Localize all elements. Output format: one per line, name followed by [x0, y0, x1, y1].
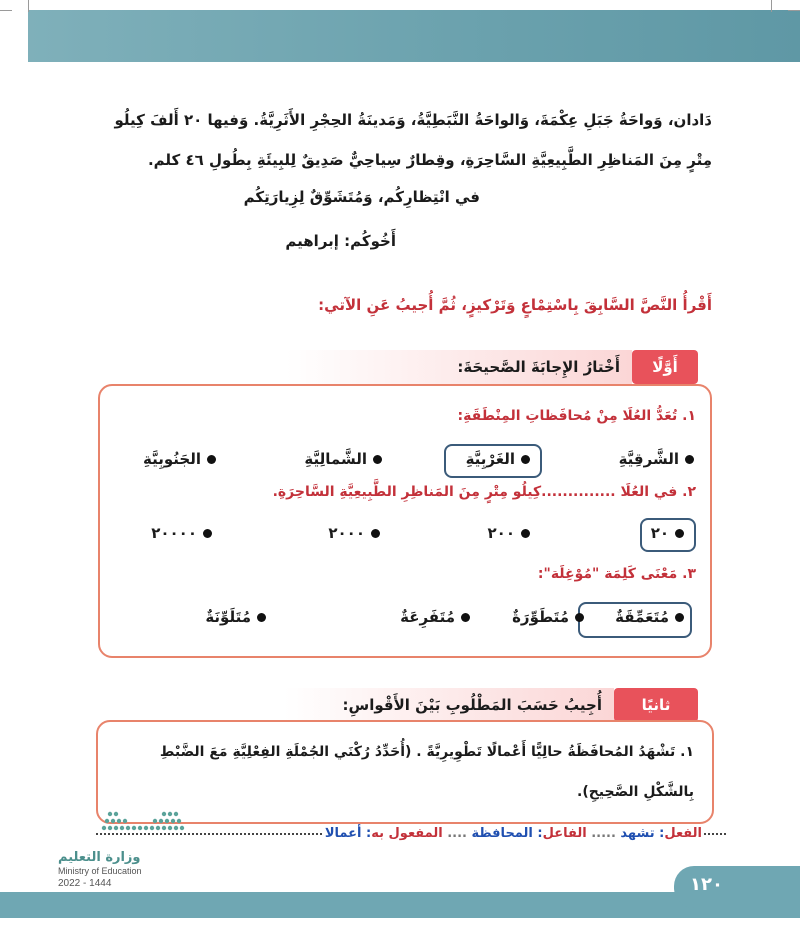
- section2-question-line-2: بِالشَّكْلِ الصَّحِيحِ).: [577, 784, 694, 800]
- answer-verb: تشهد: [620, 826, 655, 841]
- q2-option-2[interactable]: ٢٠٠: [488, 524, 530, 542]
- question-3: ٣. مَعْنَى كَلِمَة "مُوْغِلَة":: [537, 566, 696, 582]
- ministry-name-english: Ministry of Education: [58, 866, 142, 876]
- section1-tab: أَوَّلًا: [632, 350, 698, 384]
- q2-option-1[interactable]: ٢٠: [651, 524, 684, 542]
- crop-mark: [28, 0, 29, 12]
- bullet-icon: [461, 613, 470, 622]
- answer-object: أعمالا: [324, 826, 362, 841]
- crop-mark: [771, 0, 772, 12]
- bullet-icon: [257, 613, 266, 622]
- crop-mark: [788, 10, 800, 11]
- bullet-icon: [373, 455, 382, 464]
- q1-option-2[interactable]: الغَرْبِيَّةِ: [466, 450, 530, 468]
- section2-question-line-1: ١. تَشْهَدُ المُحافَظَةُ حالِيًّا أَعْمالًا تَطْوِيرِيَّةً . (أُحَدِّدُ رُكْنَي الجُمْلَةِ الفِعْلِيَّةِ مَعَ الضَّبْطِ: [159, 744, 694, 760]
- q3-option-4[interactable]: مُتَلَوِّنَةٌ: [205, 608, 266, 626]
- bullet-icon: [207, 455, 216, 464]
- bullet-icon: [521, 455, 530, 464]
- page-number: ١٢٠: [690, 874, 723, 895]
- instruction: أَقْرأُ النَّصَّ السَّابِقَ بِاسْتِمْاعٍ وَتَرْكيزٍ، ثُمَّ أُجيبُ عَنِ الآتي:: [318, 296, 712, 314]
- bullet-icon: [575, 613, 584, 622]
- answer-object-label: المفعول به: [371, 826, 443, 841]
- paragraph-line-1: دَادان، وَواحَةُ جَبَلِ عِكْمَةَ، وَالواحَةُ النَّبَطِيَّةُ، وَمَدينَةُ الحِجْرِ الأَثَرِيَّةُ. وَفيها ٢٠ أَلفَ كِيلُو: [114, 111, 712, 129]
- section1-header: [198, 350, 698, 384]
- bullet-icon: [685, 455, 694, 464]
- section1-title: أَخْتارُ الإِجابَةَ الصَّحيحَةَ:: [200, 350, 632, 384]
- bullet-icon: [521, 529, 530, 538]
- bullet-icon: [371, 529, 380, 538]
- answer-subject: المحافظة: [471, 826, 533, 841]
- q1-option-4[interactable]: الجَنُوبِيَّةِ: [143, 450, 216, 468]
- paragraph-line-2: مِتْرٍ مِنَ المَناظِرِ الطَّبِيعِيَّةِ السَّاحِرَةِ، وقِطارٌ سِياحِيٌّ صَدِيقٌ لِلبِيئَةِ بِطُولِ ٤٦ كلم.: [147, 151, 712, 169]
- section2-answer[interactable]: الفعل: تشهد ..... الفاعل: المحافظة .... المفعول به: أعمالا: [324, 826, 702, 841]
- question-1: ١. تُعَدُّ العُلَا مِنْ مُحافَظاتِ المِنْطَقَةِ:: [457, 408, 696, 424]
- top-banner: [28, 10, 800, 62]
- ministry-name-arabic: وزارة التعليم: [58, 850, 141, 865]
- answer-subject-label: الفاعل: [542, 826, 587, 841]
- q1-option-1[interactable]: الشَّرقِيَّةِ: [619, 450, 694, 468]
- section2-title: أُجِيبُ حَسَبَ المَطْلُوبِ بَيْنَ الأَقْواسِ:: [202, 688, 614, 722]
- q2-option-3[interactable]: ٢٠٠٠: [328, 524, 380, 542]
- section2-tab: ثانيًا: [614, 688, 698, 722]
- edition-year: 2022 - 1444: [58, 878, 112, 889]
- q3-option-3[interactable]: مُتَفَرِعَةٌ: [400, 608, 470, 626]
- crop-mark: [0, 10, 12, 11]
- ministry-logo-icon: [100, 808, 190, 838]
- closing-line-2: أَخُوكُم: إبراهيم: [285, 232, 396, 250]
- answer-verb-label: الفعل: [664, 826, 702, 841]
- bullet-icon: [203, 529, 212, 538]
- question-2: ٢. في العُلَا ..............كِيلُو مِتْرٍ مِنَ المَناظِرِ الطَّبِيعِيَّةِ السَّاحِرَةِ.: [272, 484, 696, 500]
- q3-option-1[interactable]: مُتَعَمِّقَةٌ: [615, 608, 684, 626]
- bullet-icon: [675, 529, 684, 538]
- bullet-icon: [675, 613, 684, 622]
- section2-header: [198, 688, 698, 722]
- q1-option-3[interactable]: الشَّمالِيَّةِ: [304, 450, 382, 468]
- q2-option-4[interactable]: ٢٠٠٠٠: [151, 524, 212, 542]
- q3-option-2[interactable]: مُتَطَوِّرَةٌ: [512, 608, 584, 626]
- closing-line-1: في انْتِظارِكُم، وَمُتَشَوِّقٌ لِزِيارَتِكُم: [243, 188, 480, 206]
